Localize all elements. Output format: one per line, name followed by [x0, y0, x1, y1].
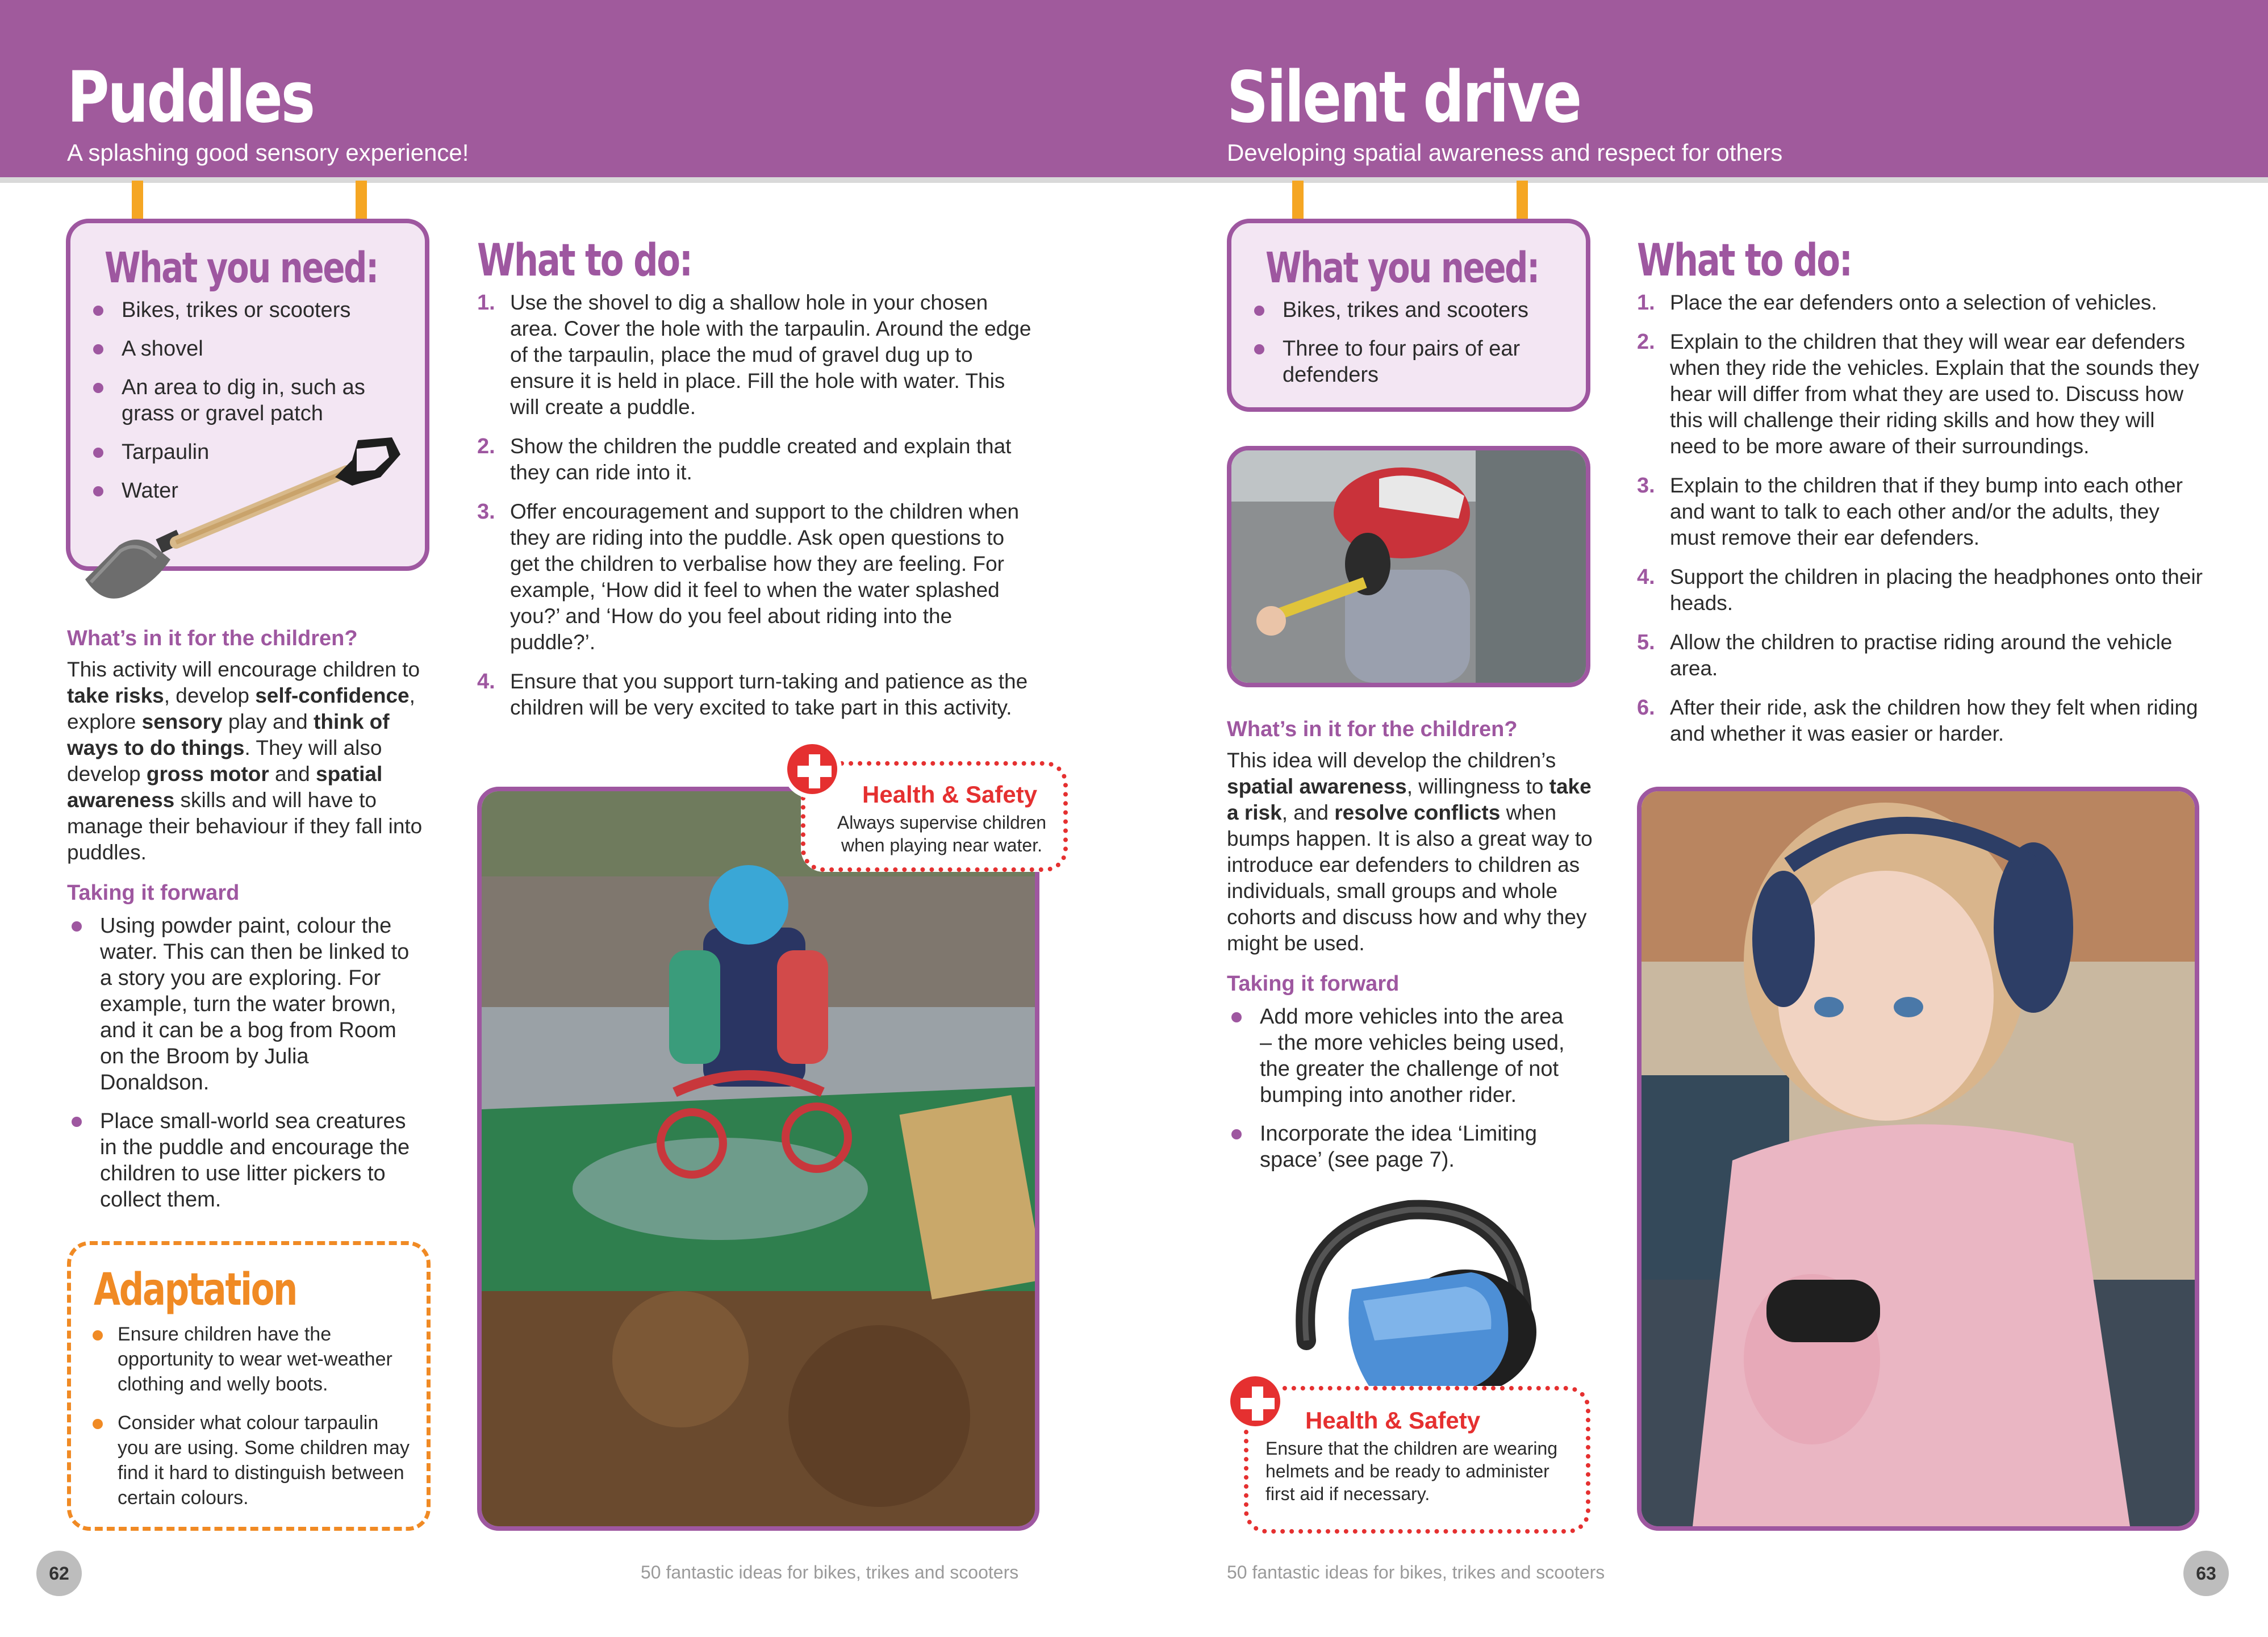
health-safety-heading: Health & Safety	[862, 781, 1038, 808]
step-item	[1637, 629, 2205, 682]
box-hanger	[356, 181, 367, 220]
step-text: Support the children in placing the headphones onto their heads.	[1670, 565, 2203, 615]
page-subtitle-right: Developing spatial awareness and respect for others	[1227, 139, 1783, 166]
taking-forward-heading: Taking it forward	[67, 881, 240, 905]
adaptation-list	[88, 1322, 412, 1524]
health-safety-heading: Health & Safety	[1305, 1407, 1481, 1434]
footer-left: 50 fantastic ideas for bikes, trikes and scooters	[641, 1562, 1019, 1582]
step-number: 6.	[1637, 696, 1655, 720]
whats-in-it-text: This activity will encourage children to take risks, develop self-confidence, explore sensory play and think of ways to do things. They will also develop gross motor and spatial awareness skills and will have to manage their behaviour if they fall into puddles.	[67, 658, 423, 864]
what-you-need-list	[1250, 297, 1556, 400]
helmet-photo-image	[1231, 450, 1586, 683]
what-you-need-heading: What you need:	[105, 244, 378, 293]
step-number: 2.	[1637, 330, 1655, 354]
box-hanger	[1517, 181, 1528, 220]
health-safety-text: Always supervise children when playing near water.	[837, 812, 1047, 855]
step-item	[1637, 473, 2205, 551]
list-item: Three to four pairs of ear defenders	[1250, 336, 1556, 388]
first-aid-icon	[783, 740, 842, 799]
page-number-right: 63	[2183, 1551, 2229, 1596]
girl-photo	[1637, 787, 2199, 1531]
shovel-illustration	[85, 437, 409, 608]
header-divider	[0, 177, 2268, 183]
footer-right: 50 fantastic ideas for bikes, trikes and scooters	[1227, 1562, 1605, 1582]
step-text: Place the ear defenders onto a selection of vehicles.	[1670, 291, 2157, 314]
list-item: Ensure children have the opportunity to wear wet-weather clothing and welly boots.	[88, 1322, 412, 1397]
step-number: 1.	[477, 291, 495, 315]
page-title-left: Puddles	[67, 57, 314, 139]
helmet-photo	[1227, 446, 1590, 687]
list-item: Bikes, trikes or scooters	[89, 297, 373, 323]
page-title-right: Silent drive	[1227, 57, 1580, 139]
health-safety-text: Ensure that the children are wearing helmets and be ready to administer first aid if necessary.	[1265, 1438, 1558, 1504]
list-item: Incorporate the idea ‘Limiting space’ (see page 7).	[1227, 1121, 1579, 1173]
list-item: Bikes, trikes and scooters	[1250, 297, 1556, 323]
step-number: 4.	[477, 670, 495, 694]
step-text: Explain to the children that if they bump into each other and want to talk to each other and/or the adults, they must remove their ear defenders.	[1670, 474, 2183, 549]
list-item: Tarpaulin	[89, 439, 373, 465]
step-text: Offer encouragement and support to the children when they are riding into the puddle. Ask open questions to get the children to verbalise how they are feeling. For example, ‘How did it feel to when the water splashed you?’ and ‘How do you feel about riding into the puddle?’.	[510, 500, 1020, 654]
step-item	[477, 290, 1034, 420]
taking-forward-heading: Taking it forward	[1227, 972, 1400, 996]
girl-photo-image	[1642, 791, 2195, 1526]
page-number-left: 62	[36, 1551, 82, 1596]
step-item	[1637, 564, 2205, 616]
first-aid-icon	[1226, 1372, 1285, 1431]
whats-in-it-heading: What’s in it for the children?	[1227, 717, 1518, 741]
step-item	[477, 669, 1034, 721]
list-item: Add more vehicles into the area – the more vehicles being used, the greater the challenge of not bumping into another rider.	[1227, 1004, 1579, 1108]
step-number: 5.	[1637, 630, 1655, 654]
step-text: Use the shovel to dig a shallow hole in your chosen area. Cover the hole with the tarpaulin. Around the edge of the tarpaulin, place the mud of gravel dug up to ensure it is held in place. Fill the hole with water. This will create a puddle.	[510, 291, 1031, 419]
health-safety-box	[801, 761, 1068, 872]
what-to-do-heading: What to do:	[477, 235, 692, 286]
list-item: Consider what colour tarpaulin you are using. Some children may find it hard to distinguish between certain colours.	[88, 1410, 412, 1510]
what-to-do-heading: What to do:	[1637, 235, 1852, 286]
ear-defenders-illustration	[1284, 1193, 1556, 1409]
step-text: After their ride, ask the children how they felt when riding and whether it was easier or harder.	[1670, 696, 2198, 745]
step-text: Ensure that you support turn-taking and patience as the children will be very excited to take part in this activity.	[510, 670, 1028, 719]
step-text: Explain to the children that they will wear ear defenders when they ride the vehicles. Explain that the sounds they hear will differ from what they are used to. Discuss how this will challenge their riding skills and how they will need to be more aware of their surroundings.	[1670, 330, 2199, 458]
step-text: Allow the children to practise riding around the vehicle area.	[1670, 630, 2173, 680]
what-to-do-steps	[1637, 290, 2205, 760]
adaptation-heading: Adaptation	[94, 1264, 297, 1316]
box-hanger	[1292, 181, 1304, 220]
step-number: 3.	[1637, 474, 1655, 498]
box-hanger	[132, 181, 143, 220]
health-safety-box	[1244, 1386, 1590, 1534]
adaptation-box	[67, 1241, 431, 1531]
step-number: 2.	[477, 435, 495, 458]
step-number: 4.	[1637, 565, 1655, 589]
puddle-photo	[477, 787, 1039, 1531]
what-you-need-box	[1227, 219, 1590, 412]
list-item: A shovel	[89, 336, 373, 362]
step-item	[1637, 329, 2205, 460]
what-you-need-heading: What you need:	[1265, 244, 1539, 293]
step-item	[477, 433, 1034, 486]
list-item: Using powder paint, colour the water. This can then be linked to a story you are exploring. For example, turn the water brown, and it can be a bog from Room on the Broom by Julia Donaldson.	[67, 913, 419, 1096]
puddle-photo-image	[482, 791, 1035, 1526]
step-item	[1637, 290, 2205, 316]
list-item: An area to dig in, such as grass or gravel patch	[89, 374, 373, 427]
step-number: 3.	[477, 500, 495, 524]
step-text: Show the children the puddle created and explain that they can ride into it.	[510, 435, 1012, 484]
what-to-do-steps	[477, 290, 1034, 734]
step-item	[1637, 695, 2205, 747]
step-number: 1.	[1637, 291, 1655, 315]
page-subtitle-left: A splashing good sensory experience!	[67, 139, 469, 166]
list-item: Water	[89, 478, 373, 504]
taking-forward-list	[1227, 1004, 1579, 1185]
whats-in-it-heading: What’s in it for the children?	[67, 627, 358, 650]
whats-in-it-text: This idea will develop the children’s spatial awareness, willingness to take a risk, and resolve conflicts when bumps happen. It is also a great way to introduce ear defenders to children as individuals, small groups and whole cohorts and discuss how and why they might be used.	[1227, 749, 1593, 955]
taking-forward-list	[67, 913, 419, 1225]
step-item	[477, 499, 1034, 655]
list-item: Place small-world sea creatures in the puddle and encourage the children to use litter pickers to collect them.	[67, 1108, 419, 1213]
